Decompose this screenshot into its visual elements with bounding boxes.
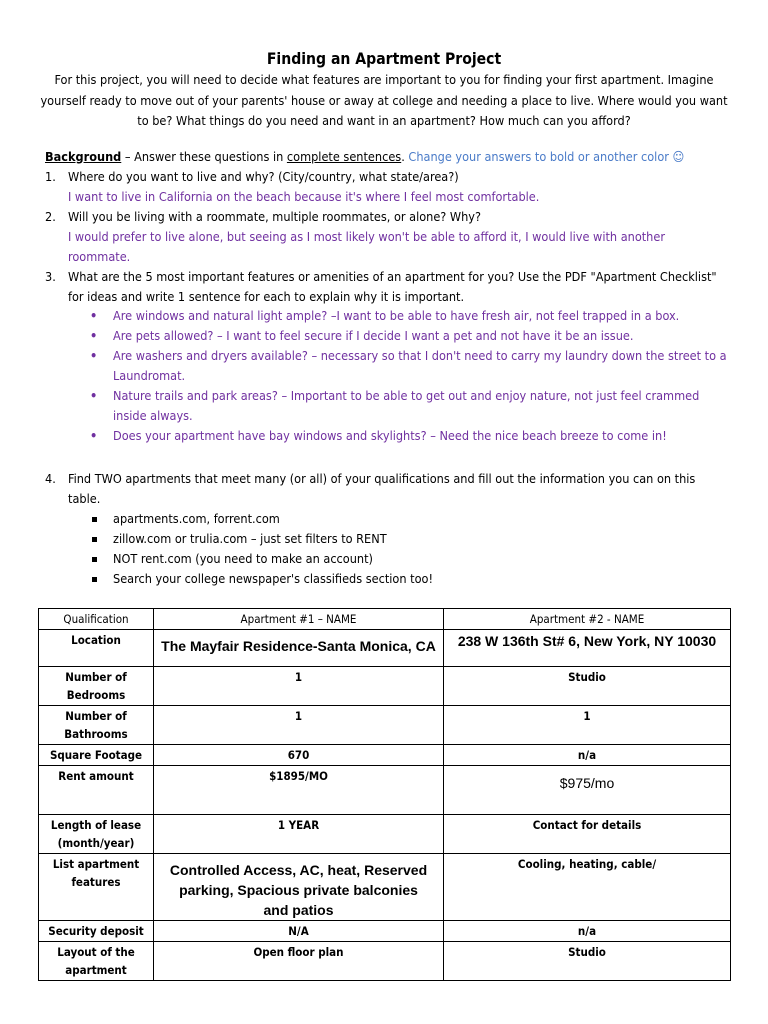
apt1-square-footage: 670: [154, 745, 444, 766]
background-instruction-pre: – Answer these questions in: [121, 149, 287, 164]
apt2-bathrooms: 1: [444, 706, 731, 745]
row-label: Rent amount: [39, 766, 154, 815]
row-label: Number of Bathrooms: [39, 706, 154, 745]
table-header-row: [39, 609, 731, 630]
apt2-bedrooms: Studio: [444, 667, 731, 706]
table-row: [39, 630, 731, 667]
row-label: Location: [39, 630, 154, 667]
apt1-bathrooms: 1: [154, 706, 444, 745]
answer-1: I want to live in California on the beach because it's where I feel most comfortable.: [68, 189, 540, 204]
background-line: [45, 147, 745, 167]
table-row: [39, 706, 731, 745]
apt1-security-deposit: N/A: [154, 921, 444, 942]
row-label: Security deposit: [39, 921, 154, 942]
row-label: List apartment features: [39, 854, 154, 921]
table-row: [39, 745, 731, 766]
feature-item: • Are pets allowed? – I want to feel secure if I decide I want a pet and not have it be an issue.: [90, 326, 730, 346]
feature-item: • Does your apartment have bay windows and skylights? – Need the nice beach breeze to come in!: [90, 426, 730, 446]
row-label: Length of lease (month/year): [39, 815, 154, 854]
question-number: 4.: [45, 471, 56, 486]
apt2-features: Cooling, heating, cable/: [444, 854, 731, 921]
apt1-features: Controlled Access, AC, heat, Reserved parking, Spacious private balconies and patios: [154, 854, 444, 921]
row-label: Square Footage: [39, 745, 154, 766]
color-note: Change your answers to bold or another color ☺: [408, 149, 685, 164]
features-list: [90, 306, 730, 446]
table-row: [39, 815, 731, 854]
feature-item: • Are washers and dryers available? – necessary so that I don't need to carry my laundry down the street to a Laundromat.: [90, 346, 730, 386]
apt2-lease-length: Contact for details: [444, 815, 731, 854]
background-heading: Background: [45, 149, 122, 164]
apartment-comparison-table: [38, 608, 731, 981]
header-apartment-2: Apartment #2 - NAME: [444, 609, 731, 630]
table-row: [39, 766, 731, 815]
sites-list: [90, 509, 690, 589]
apt1-location: The Mayfair Residence-Santa Monica, CA: [154, 630, 444, 667]
site-item: zillow.com or trulia.com – just set filters to RENT: [90, 529, 690, 549]
apt2-square-footage: n/a: [444, 745, 731, 766]
apt2-security-deposit: n/a: [444, 921, 731, 942]
background-instruction-underlined: complete sentences: [286, 149, 402, 164]
apt1-lease-length: 1 YEAR: [154, 815, 444, 854]
site-item: Search your college newspaper's classifieds section too!: [90, 569, 690, 589]
apt1-bedrooms: 1: [154, 667, 444, 706]
answer-2: I would prefer to live alone, but seeing as I most likely won't be able to afford it, I would live with another roommate.: [68, 229, 665, 264]
feature-item: • Nature trails and park areas? – Important to be able to get out and enjoy nature, not just feel crammed inside always.: [90, 386, 730, 426]
table-row: [39, 667, 731, 706]
question-text: Find TWO apartments that meet many (or all) of your qualifications and fill out the information you can on this table.: [68, 471, 696, 506]
background-instruction-post: .: [401, 149, 405, 164]
question-text: Where do you want to live and why? (City/country, what state/area?): [68, 169, 459, 184]
table-row: [39, 942, 731, 981]
apt2-rent: $975/mo: [444, 766, 731, 815]
question-number: 3.: [45, 269, 56, 284]
row-label: Layout of the apartment: [39, 942, 154, 981]
question-number: 2.: [45, 209, 56, 224]
apt2-location: 238 W 136th St# 6, New York, NY 10030: [444, 630, 731, 667]
apt2-layout: Studio: [444, 942, 731, 981]
apt1-rent: $1895/MO: [154, 766, 444, 815]
intro-paragraph: For this project, you will need to decide what features are important to you for finding your first apartment. Imagine yourself ready to move out of your parents' house or away at college and needing a place to live. Where would you want to be? What things do you need and want in an apartment? How much can you afford?: [40, 72, 728, 128]
header-qualification: Qualification: [39, 609, 154, 630]
site-item: NOT rent.com (you need to make an account): [90, 549, 690, 569]
feature-item: • Are windows and natural light ample? –I want to be able to have fresh air, not feel trapped in a box.: [90, 306, 730, 326]
question-text: What are the 5 most important features or amenities of an apartment for you? Use the PDF "Apartment Checklist" for ideas and write 1 sentence for each to explain why it is important.: [68, 269, 717, 304]
header-apartment-1: Apartment #1 – NAME: [154, 609, 444, 630]
table-row: [39, 921, 731, 942]
apt1-layout: Open floor plan: [154, 942, 444, 981]
table-row: [39, 854, 731, 921]
page-title: Finding an Apartment Project: [266, 50, 502, 68]
question-number: 1.: [45, 169, 56, 184]
row-label: Number of Bedrooms: [39, 667, 154, 706]
site-item: apartments.com, forrent.com: [90, 509, 690, 529]
question-text: Will you be living with a roommate, multiple roommates, or alone? Why?: [68, 209, 482, 224]
